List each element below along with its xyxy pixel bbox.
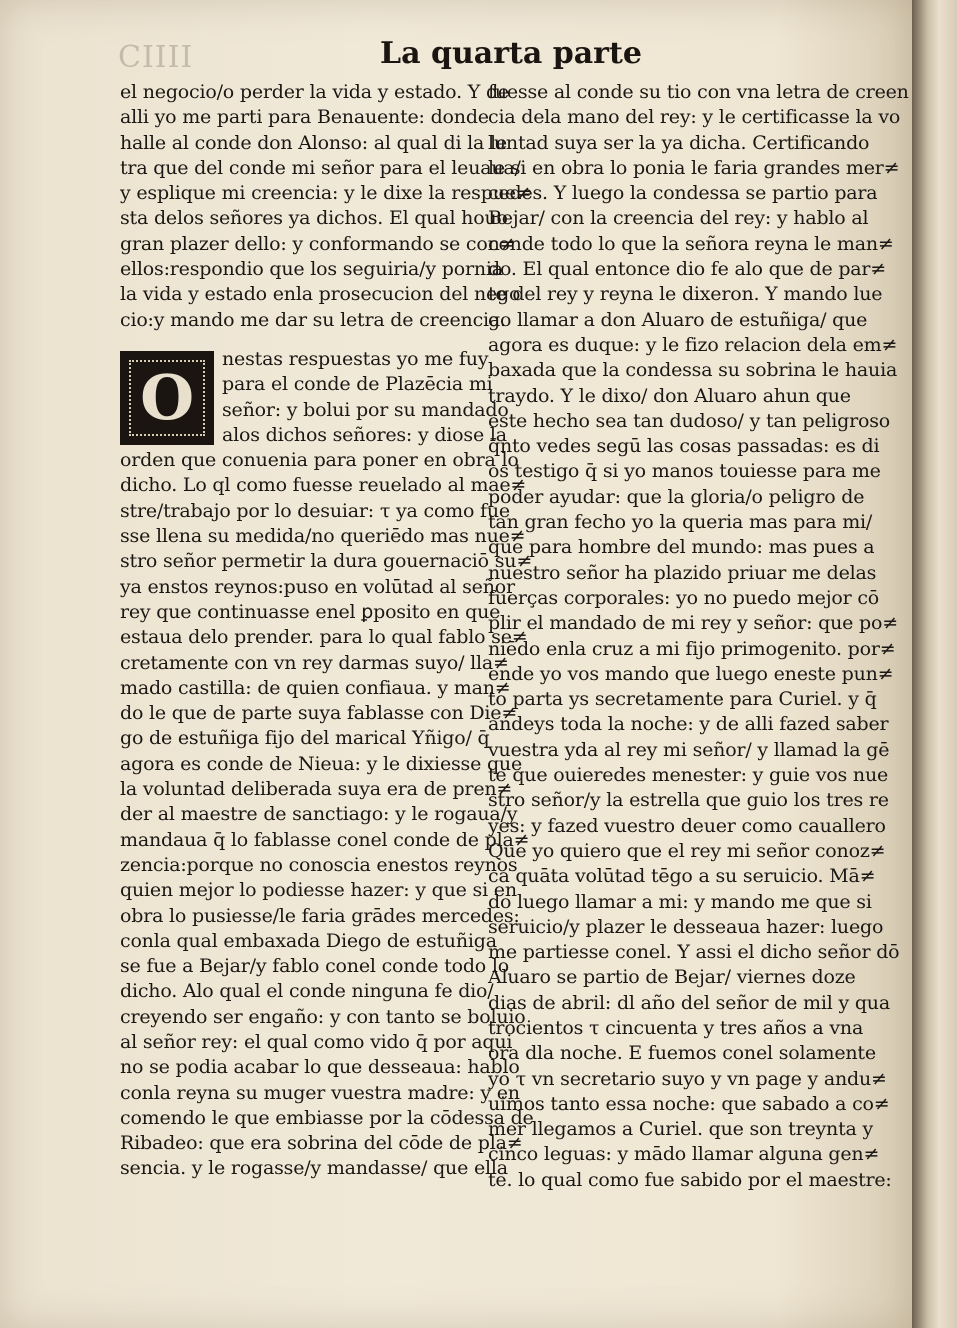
text-line: ende yo vos mando que luego eneste pun≠: [488, 662, 894, 685]
text-line: luntad suya ser la ya dicha. Certificando: [488, 131, 870, 154]
text-line: ora dla noche. E fuemos conel solamente: [488, 1042, 876, 1065]
text-line: fuesse al conde su tio con vna letra de creen: [488, 81, 909, 103]
text-line: conde todo lo que la señora reyna le man≠: [488, 232, 894, 255]
text-line: agora es conde de Nieua: y le dixiesse que: [120, 752, 523, 775]
text-line: le si en obra lo ponia le faria grandes mer≠: [488, 156, 900, 179]
text-line: dias de abril: dl año del señor de mil y qua: [488, 991, 890, 1014]
text-line: sta delos señores ya dichos. El qual houo: [120, 207, 508, 230]
text-line: tan gran fecho yo la queria mas para mi/: [488, 511, 873, 534]
text-line: se fue a Bejar/y fablo conel conde todo lo: [120, 955, 509, 978]
text-line: cio:y mando me dar su letra de creencia.: [120, 308, 506, 331]
folio-number: CIIII: [118, 40, 194, 75]
text-line: me partiesse conel. Y assi el dicho señor dō: [488, 941, 900, 964]
left-paragraph-1: [120, 80, 532, 333]
text-line: do le que de parte suya fablasse con Die≠: [120, 702, 518, 725]
text-line: señor: y bolui por su mandado: [222, 398, 509, 421]
text-line: estaua delo prender. para lo qual fablo se≠: [120, 626, 528, 649]
text-line: traydo. Y le dixo/ don Aluaro ahun que: [488, 384, 851, 407]
text-line: ya enstos reynos:puso en volūtad al señor: [120, 575, 515, 598]
text-line: seruicio/y plazer le desseaua hazer: luego: [488, 915, 884, 938]
text-line: conla reyna su muger vuestra madre: y en: [120, 1081, 520, 1104]
text-line: dicho. Alo qual el conde ninguna fe dio/: [120, 980, 494, 1003]
text-line: mandaua q̄ lo fablasse conel conde de pla≠: [120, 828, 530, 851]
text-line: que para hombre del mundo: mas pues a: [488, 536, 875, 559]
text-line: comendo le que embiasse por la cōdessa de: [120, 1106, 534, 1129]
text-line: ca quāta volūtad tēgo a su seruicio. Mā≠: [488, 865, 876, 888]
text-line: no se podia acabar lo que desseaua: hablo: [120, 1056, 520, 1079]
text-line: Que yo quiero que el rey mi señor conoz≠: [488, 839, 886, 862]
text-line: der al maestre de sanctiago: y le rogaua/y: [120, 803, 518, 826]
text-line: te que ouieredes menester: y guie vos nue: [488, 764, 889, 787]
text-line: halle al conde don Alonso: al qual di la le: [120, 131, 507, 154]
left-column: [120, 80, 534, 1182]
text-line: andeys toda la noche: y de alli fazed saber: [488, 713, 889, 736]
text-line: Bejar/ con la creencia del rey: y hablo al: [488, 207, 869, 230]
text-line: niēdo enla cruz a mi fijo primogenito. por≠: [488, 637, 896, 660]
next-page-edge: [912, 0, 957, 1328]
text-line: te del rey y reyna le dixeron. Y mando lue: [488, 283, 883, 306]
left-paragraph-2-body: [120, 448, 534, 1182]
text-line: yes: y fazed vuestro deuer como cauallero: [488, 814, 886, 837]
text-line: ellos:respondio que los seguiria/y pornia: [120, 258, 503, 281]
text-line: zencia:porque no conoscia enestos reynos: [120, 853, 518, 876]
text-line: para el conde de Plazēcia mi: [222, 373, 493, 396]
running-head: La quarta parte: [380, 36, 642, 71]
text-line: os testigo q̄ si yo manos touiesse para me: [488, 460, 881, 483]
text-line: rey que continuasse enel ꝑposito en que: [120, 600, 501, 623]
text-line: Ribadeo: que era sobrina del cōde de pla≠: [120, 1132, 523, 1155]
text-line: mado castilla: de quien confiaua. y man≠: [120, 676, 511, 699]
text-line: go de estuñiga fijo del marical Yñigo/ q̄: [120, 727, 490, 750]
text-line: stro señor/y la estrella que guio los tres re: [488, 789, 889, 812]
text-line: cretamente con vn rey darmas suyo/ lla≠: [120, 651, 509, 674]
text-line: yo τ vn secretario suyo y vn page y andu≠: [488, 1067, 887, 1090]
text-line: nestas respuestas yo me fuy: [222, 347, 489, 370]
text-line: cedes. Y luego la condessa se partio para: [488, 182, 878, 205]
initial-letter: O: [140, 361, 194, 435]
text-line: stre/trabajo por lo desuiar: τ ya como fue: [120, 499, 510, 522]
decorated-initial: [120, 351, 214, 445]
text-line: tra que del conde mi señor para el leuaua/: [120, 156, 521, 179]
text-line: q̄nto vedes segū las cosas passadas: es di: [488, 435, 880, 458]
text-line: alos dichos señores: y diose la: [222, 423, 507, 446]
text-line: este hecho sea tan dudoso/ y tan peligroso: [488, 409, 891, 432]
text-line: gran plazer dello: y conformando se con≠: [120, 232, 516, 255]
text-line: orden que conuenia para poner en obra lo: [120, 449, 519, 472]
text-line: el negocio/o perder la vida y estado. Y de: [120, 81, 509, 103]
text-line: stro señor permetir la dura gouernaciō su≠: [120, 550, 533, 573]
right-column: [488, 80, 909, 1193]
text-line: te. lo qual como fue sabido por el maestre:: [488, 1168, 892, 1191]
text-line: creyendo ser engaño: y con tanto se boluio: [120, 1005, 526, 1028]
left-paragraph-2: [120, 347, 534, 1182]
text-line: uimos tanto essa noche: que sabado a co≠: [488, 1092, 890, 1115]
text-line: conla qual embaxada Diego de estuñiga: [120, 929, 497, 952]
text-line: sse llena su medida/no queriēdo mas nue≠: [120, 525, 526, 548]
text-line: cinco leguas: y mādo llamar alguna gen≠: [488, 1143, 880, 1166]
text-line: mer llegamos a Curiel. que son treynta y: [488, 1118, 874, 1141]
text-line: trocientos τ cincuenta y tres años a vna: [488, 1016, 864, 1039]
right-paragraph: [488, 80, 909, 1193]
text-line: cia dela mano del rey: y le certificasse la vo: [488, 106, 901, 129]
text-line: baxada que la condessa su sobrina le hauia: [488, 359, 898, 382]
text-line: vuestra yda al rey mi señor/ y llamad la gē: [488, 738, 890, 761]
text-line: nuestro señor ha plazido priuar me delas: [488, 561, 877, 584]
text-line: do luego llamar a mi: y mando me que si: [488, 890, 872, 913]
text-line: y esplique mi creencia: y le dixe la respue≠: [120, 182, 532, 205]
text-line: plir el mandado de mi rey y señor: que po≠: [488, 612, 898, 635]
text-line: dicho. Lo ql como fuesse reuelado al mae≠: [120, 474, 527, 497]
text-line: poder ayudar: que la gloria/o peligro de: [488, 485, 865, 508]
text-line: la voluntad deliberada suya era de pren≠: [120, 778, 513, 801]
text-line: go llamar a don Aluaro de estuñiga/ que: [488, 308, 868, 331]
text-line: to parta ys secretamente para Curiel. y q̄: [488, 688, 877, 711]
text-line: obra lo pusiesse/le faria grādes mercedes:: [120, 904, 520, 927]
text-line: Aluaro se partio de Bejar/ viernes doze: [488, 966, 856, 989]
text-line: fuerças corporales: yo no puedo mejor cō: [488, 586, 880, 609]
text-line: do. El qual entonce dio fe alo que de par≠: [488, 258, 887, 281]
text-line: la vida y estado enla prosecucion del nego: [120, 283, 521, 306]
text-line: agora es duque: y le fizo relacion dela em≠: [488, 333, 898, 356]
text-line: al señor rey: el qual como vido q̄ por aqui: [120, 1030, 513, 1053]
text-line: alli yo me parti para Benauente: donde: [120, 106, 489, 129]
text-line: sencia. y le rogasse/y mandasse/ que ella: [120, 1157, 508, 1180]
text-line: quien mejor lo podiesse hazer: y que si en: [120, 879, 517, 902]
